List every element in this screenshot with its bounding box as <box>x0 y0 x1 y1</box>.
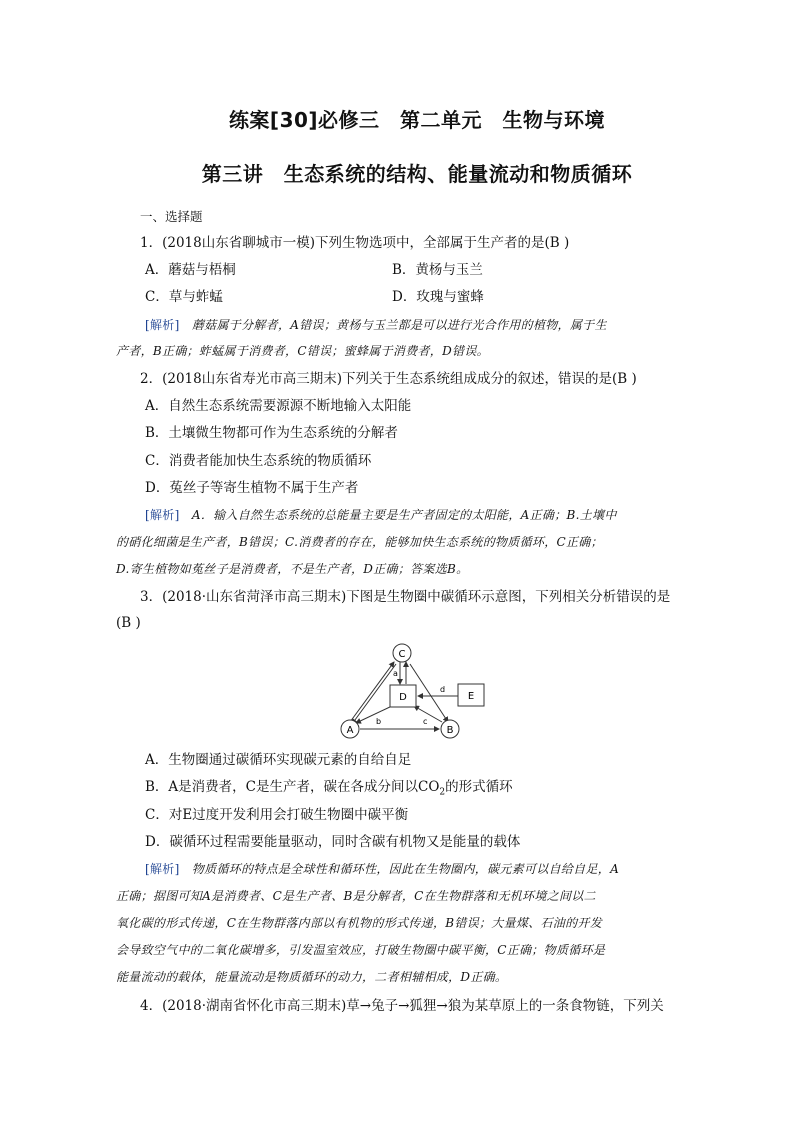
svg-text:D: D <box>399 692 407 703</box>
q1-analysis-line1: [解析] 蘑菇属于分解者，A错误；黄杨与玉兰都是可以进行光合作用的植物，属于生 <box>145 318 607 332</box>
analysis-tag: [解析] <box>145 508 180 522</box>
svg-text:A: A <box>346 725 354 736</box>
q1-option-b: B．黄杨与玉兰 <box>392 262 483 278</box>
q3-option-a: A．生物圈通过碳循环实现碳元素的自给自足 <box>145 752 412 768</box>
svg-text:B: B <box>446 725 454 736</box>
q1-analysis-line2: 产者，B正确；蚱蜢属于消费者，C错误；蜜蜂属于消费者，D错误。 <box>116 344 489 358</box>
section-heading: 一、选择题 <box>140 209 203 224</box>
q3-analysis-line5: 能量流动的载体，能量流动是物质循环的动力，二者相辅相成，D正确。 <box>116 970 508 984</box>
q2-analysis-line2: 的硝化细菌是生产者，B错误；C.消费者的存在，能够加快生态系统的物质循环，C正确； <box>116 535 603 549</box>
q2-option-b: B．土壤微生物都可作为生态系统的分解者 <box>145 425 398 441</box>
q3-analysis-line4: 会导致空气中的二氧化碳增多，引发温室效应，打破生物圈中碳平衡，C正确；物质循环是 <box>116 943 606 957</box>
svg-text:C: C <box>398 649 406 660</box>
edge-a-to-c <box>350 662 394 722</box>
q1-option-a: A．蘑菇与梧桐 <box>145 262 236 278</box>
svg-text:c: c <box>423 717 428 726</box>
q3-option-d: D．碳循环过程需要能量驱动，同时含碳有机物又是能量的载体 <box>145 834 521 850</box>
carbon-cycle-diagram <box>330 636 490 744</box>
q3-analysis-line1: [解析] 物质循环的特点是全球性和循环性，因此在生物圈内，碳元素可以自给自足，A <box>145 862 620 876</box>
q1-stem: 1．(2018山东省聊城市一模)下列生物选项中，全部属于生产者的是(B ) <box>140 235 570 251</box>
svg-text:E: E <box>467 691 475 702</box>
q3-stem-answer: (B ) <box>116 615 141 631</box>
svg-text:b: b <box>376 717 382 726</box>
q2-option-a: A．自然生态系统需要源源不断地输入太阳能 <box>145 398 412 414</box>
q3-option-c: C．对E过度开发利用会打破生物圈中碳平衡 <box>145 807 409 823</box>
q2-stem: 2．(2018山东省寿光市高三期末)下列关于生态系统组成成分的叙述，错误的是(B ) <box>140 371 637 387</box>
page-title: 练案[30]必修三 第二单元 生物与环境 <box>228 108 606 132</box>
lesson-title: 第三讲 生态系统的结构、能量流动和物质循环 <box>201 162 633 186</box>
q2-analysis-line1: [解析] A．输入自然生态系统的总能量主要是生产者固定的太阳能，A正确；B.土壤中 <box>145 508 617 522</box>
q3-analysis-line3: 氧化碳的形式传递，C在生物群落内部以有机物的形式传递，B错误；大量煤、石油的开发 <box>116 916 603 930</box>
q2-option-c: C．消费者能加快生态系统的物质循环 <box>145 453 372 469</box>
q1-option-c: C．草与蚱蜢 <box>145 289 223 305</box>
q3-analysis-line2: 正确；据图可知A是消费者、C是生产者、B是分解者，C在生物群落和无机环境之间以二 <box>116 889 596 903</box>
analysis-tag: [解析] <box>145 862 180 876</box>
svg-text:d: d <box>440 685 446 694</box>
analysis-tag: [解析] <box>145 318 180 332</box>
svg-text:a: a <box>393 669 398 678</box>
q1-option-d: D．玫瑰与蜜蜂 <box>392 289 484 305</box>
q3-stem: 3．(2018·山东省菏泽市高三期末)下图是生物圈中碳循环示意图，下列相关分析错误的是 <box>140 589 671 605</box>
q3-option-b: B．A是消费者，C是生产者，碳在各成分间以$CO_2$的形式循环 <box>145 779 513 798</box>
q2-analysis-line3: D.寄生植物如菟丝子是消费者，不是生产者，D正确；答案选B。 <box>116 562 469 576</box>
q4-stem: 4．(2018·湖南省怀化市高三期末)草→兔子→狐狸→狼为某草原上的一条食物链，下列关 <box>140 998 664 1014</box>
edge-d-to-a <box>356 706 392 723</box>
edge-b-to-d <box>414 706 442 722</box>
q2-option-d: D．菟丝子等寄生植物不属于生产者 <box>145 480 359 496</box>
